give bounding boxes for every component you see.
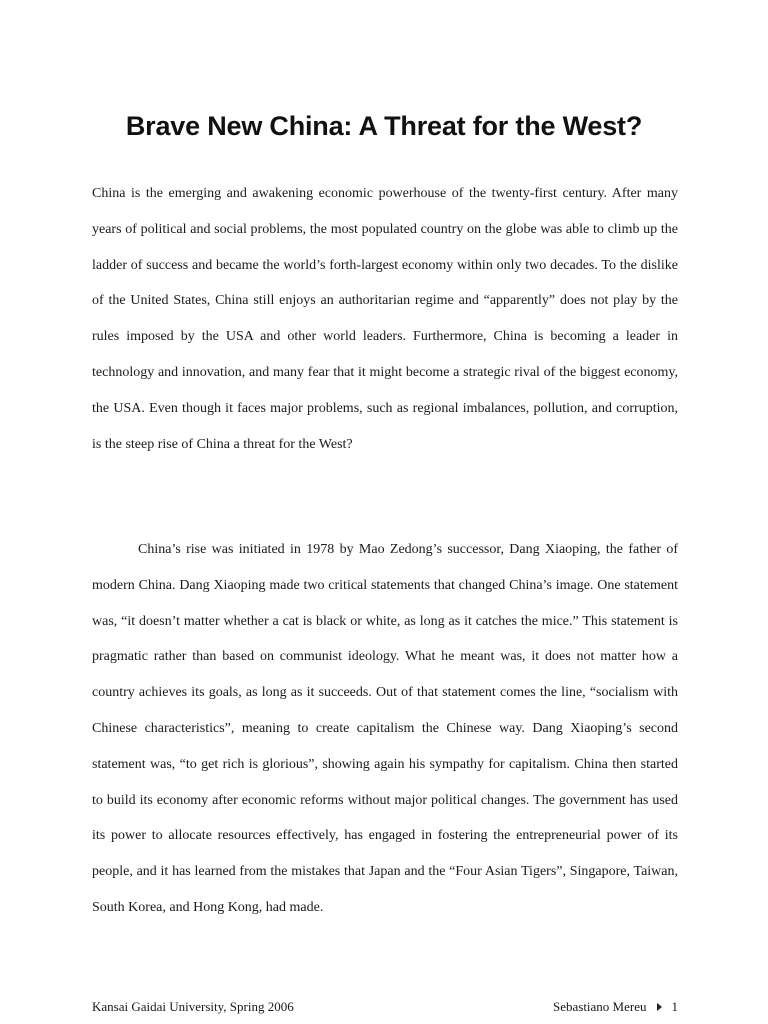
page-footer — [92, 999, 678, 1024]
footer-author: Sebastiano Mereu — [552, 999, 647, 1014]
document-title: Brave New China: A Threat for the West? — [125, 111, 643, 141]
paragraph-1: China is the emerging and awakening economic powerhouse of the twenty-first century. After many years of political and social problems, the most populated country on the globe was able to climb up the ladder of success and became the world’s forth-largest economy within only two decades. To the dislike of the United States, China still enjoys an authoritarian regime and “apparently” does not play by the rules imposed by the USA and other world leaders. Furthermore, China is becoming a leader in technology and innovation, and many fear that it might become a strategic rival of the biggest economy, the USA. Even though it faces major problems, such as regional imbalances, pollution, and corruption, is the steep rise of China a threat for the West? — [92, 186, 678, 452]
right-triangle-arrow-icon — [657, 1003, 662, 1011]
footer-author-page — [553, 999, 678, 1015]
paragraph-2: China’s rise was initiated in 1978 by Mao Zedong’s successor, Dang Xiaoping, the father of modern China. Dang Xiaoping made two critical statements that changed China’s image. One statement was, “it doesn’t matter whether a cat is black or white, as long as it catches the mice.” This statement is pragmatic rather than based on communist ideology. What he meant was, it does not matter how a country achieves its goals, as long as it succeeds. Out of that statement comes the line, “socialism with Chinese characteristics”, meaning to create capitalism the Chinese way. Dang Xiaoping’s second statement was, “to get rich is glorious”, showing again his sympathy for capitalism. China then started to build its economy after economic reforms without major political changes. The government has used its power to allocate resources effectively, has engaged in fostering the entrepreneurial power of its people, and it has learned from the mistakes that Japan and the “Four Asian Tigers”, Singapore, Taiwan, South Korea, and Hong Kong, had made. — [92, 542, 678, 915]
footer-page-number: 1 — [671, 999, 678, 1014]
footer-institution: Kansai Gaidai University, Spring 2006 — [92, 999, 294, 1014]
